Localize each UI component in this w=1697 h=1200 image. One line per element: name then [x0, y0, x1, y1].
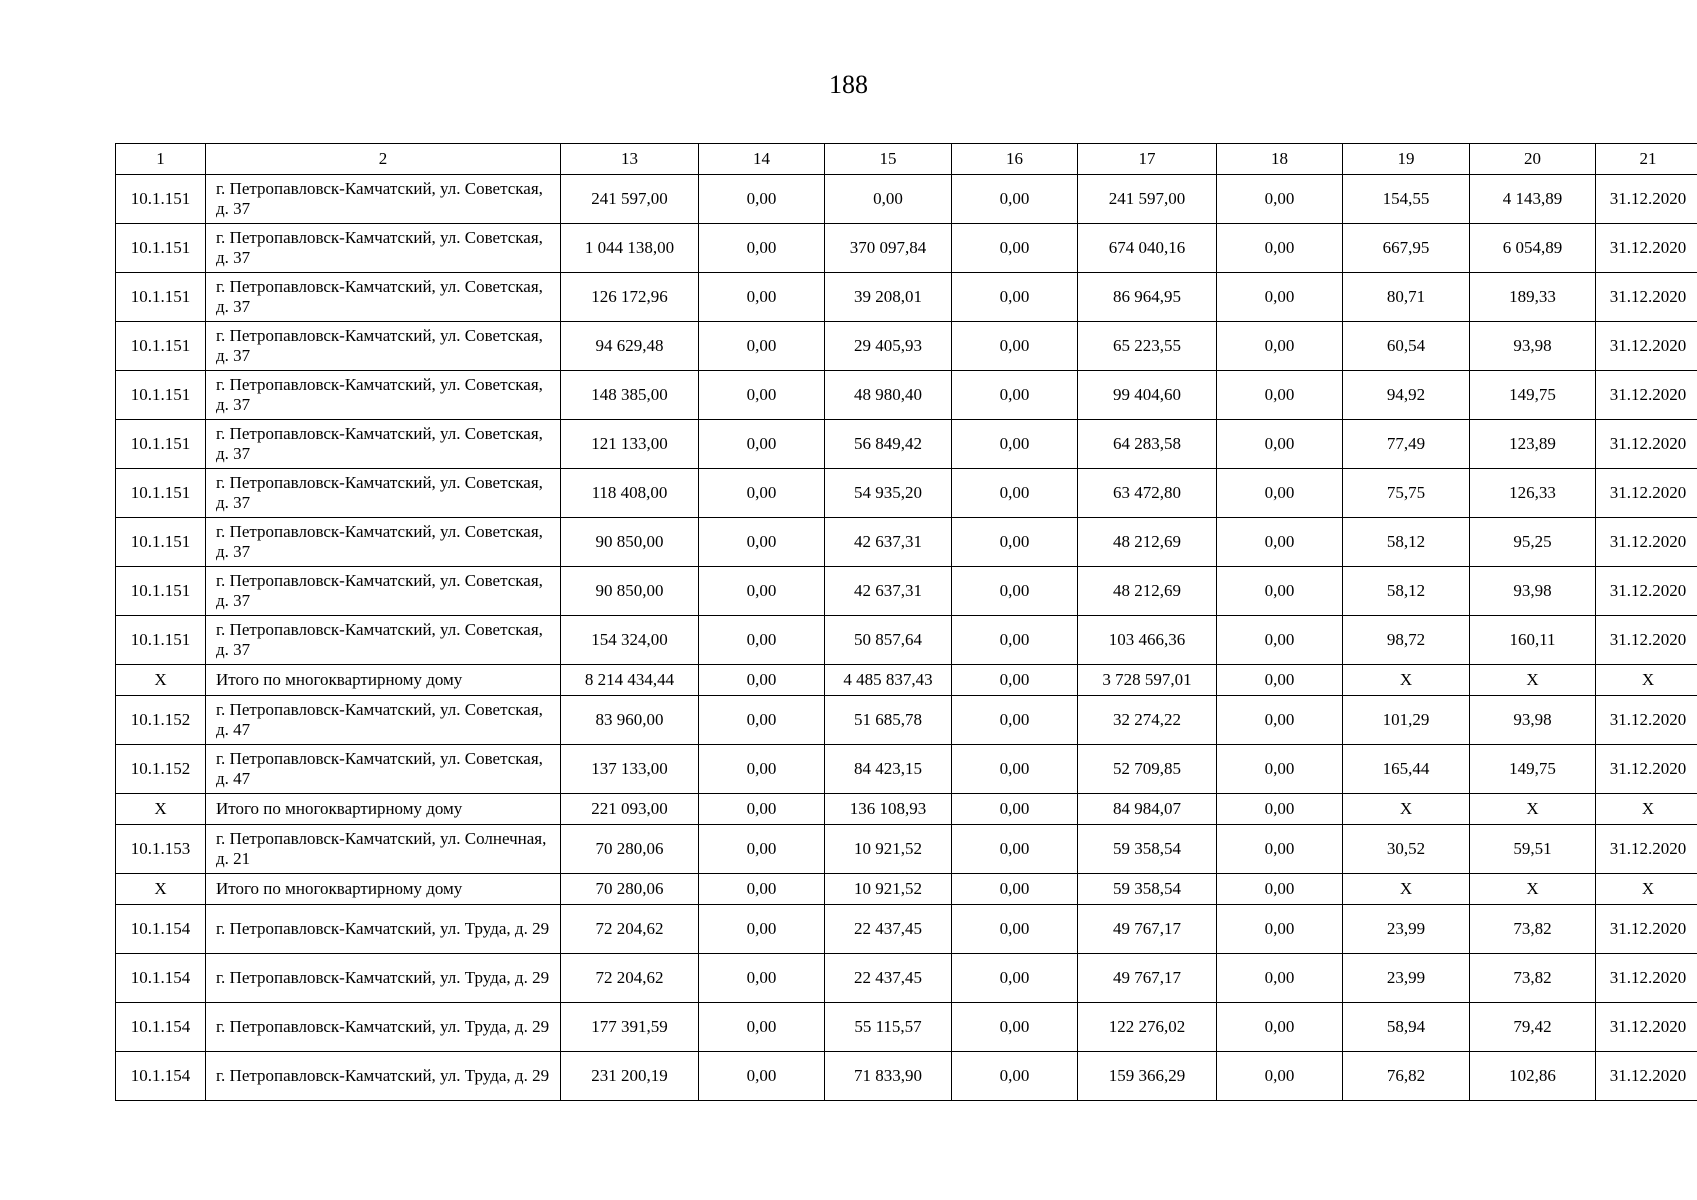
table-cell: 0,00: [952, 696, 1078, 745]
table-cell: 0,00: [952, 567, 1078, 616]
table-cell: 0,00: [1217, 371, 1343, 420]
table-cell: 10.1.151: [116, 175, 206, 224]
table-cell: 159 366,29: [1078, 1052, 1217, 1101]
table-cell: 49 767,17: [1078, 905, 1217, 954]
table-cell: 0,00: [1217, 1052, 1343, 1101]
table-cell: 29 405,93: [825, 322, 952, 371]
table-cell: 10.1.151: [116, 469, 206, 518]
table-cell: 76,82: [1343, 1052, 1470, 1101]
table-cell: 10.1.151: [116, 518, 206, 567]
table-cell: 10.1.152: [116, 745, 206, 794]
column-number-header: 18: [1217, 144, 1343, 175]
table-cell: 95,25: [1470, 518, 1596, 567]
address-cell: г. Петропавловск-Камчатский, ул. Труда, д. 29: [206, 1052, 561, 1101]
table-cell: 30,52: [1343, 825, 1470, 874]
table-cell: 42 637,31: [825, 518, 952, 567]
total-label-cell: Итого по многоквартирному дому: [206, 874, 561, 905]
table-cell: 0,00: [952, 954, 1078, 1003]
table-row: [116, 518, 1697, 567]
table-row: [116, 420, 1697, 469]
table-row: [116, 273, 1697, 322]
table-cell: 71 833,90: [825, 1052, 952, 1101]
table-cell: 0,00: [1217, 954, 1343, 1003]
table-cell: 70 280,06: [561, 874, 699, 905]
table-cell: 10.1.152: [116, 696, 206, 745]
table-cell: 4 485 837,43: [825, 665, 952, 696]
table-cell: X: [1596, 874, 1697, 905]
table-cell: X: [1470, 794, 1596, 825]
address-cell: г. Петропавловск-Камчатский, ул. Советская, д. 37: [206, 518, 561, 567]
table-cell: X: [1343, 665, 1470, 696]
table-cell: 31.12.2020: [1596, 905, 1697, 954]
table-row: [116, 954, 1697, 1003]
table-cell: 0,00: [952, 371, 1078, 420]
table-cell: 49 767,17: [1078, 954, 1217, 1003]
table-cell: 75,75: [1343, 469, 1470, 518]
table-cell: X: [1596, 794, 1697, 825]
table-cell: 32 274,22: [1078, 696, 1217, 745]
table-cell: 102,86: [1470, 1052, 1596, 1101]
address-cell: г. Петропавловск-Камчатский, ул. Советская, д. 37: [206, 616, 561, 665]
table-cell: 10 921,52: [825, 874, 952, 905]
table-cell: 58,12: [1343, 518, 1470, 567]
table-cell: 10.1.154: [116, 905, 206, 954]
table-cell: 189,33: [1470, 273, 1596, 322]
table-row: [116, 616, 1697, 665]
table-cell: 121 133,00: [561, 420, 699, 469]
table-cell: 22 437,45: [825, 905, 952, 954]
table-row: [116, 322, 1697, 371]
table-row: [116, 696, 1697, 745]
table-cell: 0,00: [952, 1052, 1078, 1101]
table-cell: 6 054,89: [1470, 224, 1596, 273]
table-cell: 86 964,95: [1078, 273, 1217, 322]
table-cell: 31.12.2020: [1596, 616, 1697, 665]
table-cell: 58,12: [1343, 567, 1470, 616]
table-cell: 0,00: [1217, 224, 1343, 273]
table-cell: X: [1470, 874, 1596, 905]
column-number-header: 13: [561, 144, 699, 175]
table-cell: 0,00: [1217, 616, 1343, 665]
table-cell: 177 391,59: [561, 1003, 699, 1052]
table-cell: 136 108,93: [825, 794, 952, 825]
address-cell: г. Петропавловск-Камчатский, ул. Труда, д. 29: [206, 954, 561, 1003]
table-cell: 148 385,00: [561, 371, 699, 420]
table-cell: 123,89: [1470, 420, 1596, 469]
table-row: [116, 371, 1697, 420]
table-cell: 0,00: [1217, 825, 1343, 874]
table-cell: 42 637,31: [825, 567, 952, 616]
table-cell: 0,00: [699, 825, 825, 874]
table-cell: 31.12.2020: [1596, 1052, 1697, 1101]
table-cell: 31.12.2020: [1596, 371, 1697, 420]
table-cell: 0,00: [952, 745, 1078, 794]
table-cell: 0,00: [952, 616, 1078, 665]
table-cell: 0,00: [699, 954, 825, 1003]
table-cell: 10 921,52: [825, 825, 952, 874]
table-cell: 73,82: [1470, 954, 1596, 1003]
table-cell: 0,00: [952, 469, 1078, 518]
table-cell: 93,98: [1470, 322, 1596, 371]
table-cell: 10.1.151: [116, 420, 206, 469]
table-cell: 55 115,57: [825, 1003, 952, 1052]
table-cell: 31.12.2020: [1596, 273, 1697, 322]
table-row: [116, 469, 1697, 518]
table-row: [116, 745, 1697, 794]
table-cell: 10.1.154: [116, 1003, 206, 1052]
table-cell: 0,00: [699, 794, 825, 825]
address-cell: г. Петропавловск-Камчатский, ул. Советская, д. 37: [206, 273, 561, 322]
table-cell: 50 857,64: [825, 616, 952, 665]
table-cell: 0,00: [699, 371, 825, 420]
address-cell: г. Петропавловск-Камчатский, ул. Советская, д. 37: [206, 420, 561, 469]
table-cell: 1 044 138,00: [561, 224, 699, 273]
table-cell: 0,00: [1217, 745, 1343, 794]
address-cell: г. Петропавловск-Камчатский, ул. Советская, д. 37: [206, 224, 561, 273]
table-cell: 0,00: [1217, 175, 1343, 224]
table-cell: 54 935,20: [825, 469, 952, 518]
table-cell: 0,00: [1217, 665, 1343, 696]
table-cell: 23,99: [1343, 905, 1470, 954]
column-number-row: [116, 144, 1697, 175]
table-cell: 72 204,62: [561, 905, 699, 954]
table-cell: 0,00: [699, 273, 825, 322]
table-cell: 31.12.2020: [1596, 567, 1697, 616]
table-cell: 126,33: [1470, 469, 1596, 518]
table-cell: 0,00: [952, 175, 1078, 224]
table-cell: 64 283,58: [1078, 420, 1217, 469]
table-cell: 10.1.151: [116, 371, 206, 420]
table-cell: 39 208,01: [825, 273, 952, 322]
table-cell: X: [116, 794, 206, 825]
table-row: [116, 1052, 1697, 1101]
table-cell: 370 097,84: [825, 224, 952, 273]
table-cell: X: [116, 874, 206, 905]
total-row: [116, 794, 1697, 825]
table-cell: 0,00: [699, 665, 825, 696]
table-cell: 154 324,00: [561, 616, 699, 665]
table-cell: 0,00: [699, 518, 825, 567]
table-cell: 84 423,15: [825, 745, 952, 794]
column-number-header: 21: [1596, 144, 1697, 175]
table-cell: 667,95: [1343, 224, 1470, 273]
table-cell: 0,00: [825, 175, 952, 224]
table-cell: 73,82: [1470, 905, 1596, 954]
table-cell: 31.12.2020: [1596, 420, 1697, 469]
table-cell: 0,00: [952, 1003, 1078, 1052]
table-cell: 674 040,16: [1078, 224, 1217, 273]
column-number-header: 2: [206, 144, 561, 175]
column-number-header: 16: [952, 144, 1078, 175]
table-cell: 0,00: [699, 420, 825, 469]
table-cell: 0,00: [699, 905, 825, 954]
address-cell: г. Петропавловск-Камчатский, ул. Советская, д. 47: [206, 696, 561, 745]
address-cell: г. Петропавловск-Камчатский, ул. Советская, д. 37: [206, 175, 561, 224]
table-cell: 0,00: [952, 224, 1078, 273]
column-number-header: 17: [1078, 144, 1217, 175]
table-cell: 4 143,89: [1470, 175, 1596, 224]
table-cell: 79,42: [1470, 1003, 1596, 1052]
table-cell: 10.1.151: [116, 567, 206, 616]
table-cell: 0,00: [1217, 273, 1343, 322]
table-cell: 101,29: [1343, 696, 1470, 745]
table-cell: 22 437,45: [825, 954, 952, 1003]
table-cell: 0,00: [1217, 696, 1343, 745]
table-cell: X: [1596, 665, 1697, 696]
table-cell: 31.12.2020: [1596, 954, 1697, 1003]
table-cell: 0,00: [952, 794, 1078, 825]
table-cell: 65 223,55: [1078, 322, 1217, 371]
table-cell: 10.1.154: [116, 954, 206, 1003]
table-cell: 94,92: [1343, 371, 1470, 420]
table-cell: 0,00: [952, 825, 1078, 874]
column-number-header: 20: [1470, 144, 1596, 175]
table-cell: 0,00: [1217, 469, 1343, 518]
table-row: [116, 567, 1697, 616]
column-number-header: 1: [116, 144, 206, 175]
table-cell: 0,00: [699, 567, 825, 616]
table-cell: 31.12.2020: [1596, 825, 1697, 874]
table-cell: 241 597,00: [1078, 175, 1217, 224]
table-cell: 77,49: [1343, 420, 1470, 469]
table-cell: 241 597,00: [561, 175, 699, 224]
table-cell: 154,55: [1343, 175, 1470, 224]
table-cell: 0,00: [1217, 420, 1343, 469]
page-number: 188: [829, 70, 868, 99]
table-cell: 31.12.2020: [1596, 745, 1697, 794]
table-cell: 10.1.151: [116, 273, 206, 322]
address-cell: г. Петропавловск-Камчатский, ул. Советская, д. 47: [206, 745, 561, 794]
table-row: [116, 825, 1697, 874]
table-cell: 126 172,96: [561, 273, 699, 322]
table-cell: 221 093,00: [561, 794, 699, 825]
table-cell: 10.1.151: [116, 616, 206, 665]
table-cell: 0,00: [952, 518, 1078, 567]
table-cell: X: [116, 665, 206, 696]
table-cell: 0,00: [952, 905, 1078, 954]
table-cell: 58,94: [1343, 1003, 1470, 1052]
table-cell: 0,00: [699, 224, 825, 273]
table-cell: 90 850,00: [561, 518, 699, 567]
table-cell: 60,54: [1343, 322, 1470, 371]
table-cell: 0,00: [1217, 905, 1343, 954]
table-cell: 149,75: [1470, 745, 1596, 794]
table-row: [116, 175, 1697, 224]
table-cell: 48 980,40: [825, 371, 952, 420]
table-cell: 0,00: [699, 1003, 825, 1052]
table-cell: 31.12.2020: [1596, 175, 1697, 224]
address-cell: г. Петропавловск-Камчатский, ул. Солнечная, д. 21: [206, 825, 561, 874]
table-cell: 122 276,02: [1078, 1003, 1217, 1052]
table-cell: 137 133,00: [561, 745, 699, 794]
table-cell: 0,00: [952, 665, 1078, 696]
total-label-cell: Итого по многоквартирному дому: [206, 794, 561, 825]
table-cell: 51 685,78: [825, 696, 952, 745]
table-row: [116, 1003, 1697, 1052]
table-cell: 0,00: [952, 273, 1078, 322]
table-cell: 0,00: [699, 745, 825, 794]
table-cell: 0,00: [699, 874, 825, 905]
table-cell: 10.1.151: [116, 224, 206, 273]
address-cell: г. Петропавловск-Камчатский, ул. Советская, д. 37: [206, 567, 561, 616]
table-cell: 103 466,36: [1078, 616, 1217, 665]
data-table: [115, 143, 1697, 1101]
table-cell: 52 709,85: [1078, 745, 1217, 794]
table-row: [116, 905, 1697, 954]
table-cell: 48 212,69: [1078, 567, 1217, 616]
table-cell: 90 850,00: [561, 567, 699, 616]
table-cell: 0,00: [699, 616, 825, 665]
table-cell: 0,00: [1217, 794, 1343, 825]
address-cell: г. Петропавловск-Камчатский, ул. Советская, д. 37: [206, 371, 561, 420]
table-cell: 0,00: [952, 874, 1078, 905]
table-cell: 23,99: [1343, 954, 1470, 1003]
table-cell: 72 204,62: [561, 954, 699, 1003]
table-cell: 118 408,00: [561, 469, 699, 518]
table-cell: 0,00: [952, 420, 1078, 469]
table-cell: 93,98: [1470, 567, 1596, 616]
table-cell: 149,75: [1470, 371, 1596, 420]
table-cell: 48 212,69: [1078, 518, 1217, 567]
table-cell: 10.1.154: [116, 1052, 206, 1101]
table-cell: 31.12.2020: [1596, 469, 1697, 518]
table-cell: 80,71: [1343, 273, 1470, 322]
total-label-cell: Итого по многоквартирному дому: [206, 665, 561, 696]
address-cell: г. Петропавловск-Камчатский, ул. Труда, д. 29: [206, 905, 561, 954]
table-cell: 59 358,54: [1078, 825, 1217, 874]
table-cell: 0,00: [699, 469, 825, 518]
table-cell: 59 358,54: [1078, 874, 1217, 905]
table-cell: 0,00: [699, 1052, 825, 1101]
table-cell: 10.1.151: [116, 322, 206, 371]
column-number-header: 19: [1343, 144, 1470, 175]
table-cell: 93,98: [1470, 696, 1596, 745]
table-cell: 0,00: [1217, 874, 1343, 905]
table-cell: 99 404,60: [1078, 371, 1217, 420]
table-cell: 0,00: [1217, 567, 1343, 616]
table-cell: 31.12.2020: [1596, 322, 1697, 371]
table-cell: X: [1343, 874, 1470, 905]
table-cell: 94 629,48: [561, 322, 699, 371]
address-cell: г. Петропавловск-Камчатский, ул. Труда, д. 29: [206, 1003, 561, 1052]
total-row: [116, 874, 1697, 905]
table-cell: 0,00: [1217, 322, 1343, 371]
table-cell: 31.12.2020: [1596, 1003, 1697, 1052]
table-cell: 0,00: [699, 696, 825, 745]
table-cell: 84 984,07: [1078, 794, 1217, 825]
table-cell: 70 280,06: [561, 825, 699, 874]
total-row: [116, 665, 1697, 696]
table-cell: X: [1343, 794, 1470, 825]
table-cell: 0,00: [699, 175, 825, 224]
table-cell: 0,00: [952, 322, 1078, 371]
table-cell: 31.12.2020: [1596, 518, 1697, 567]
table-cell: 59,51: [1470, 825, 1596, 874]
table-cell: X: [1470, 665, 1596, 696]
table-cell: 0,00: [699, 322, 825, 371]
address-cell: г. Петропавловск-Камчатский, ул. Советская, д. 37: [206, 469, 561, 518]
column-number-header: 14: [699, 144, 825, 175]
table-body: [116, 175, 1697, 1101]
table-cell: 31.12.2020: [1596, 224, 1697, 273]
column-number-header: 15: [825, 144, 952, 175]
table-cell: 0,00: [1217, 1003, 1343, 1052]
table-cell: 231 200,19: [561, 1052, 699, 1101]
table-cell: 31.12.2020: [1596, 696, 1697, 745]
address-cell: г. Петропавловск-Камчатский, ул. Советская, д. 37: [206, 322, 561, 371]
table-cell: 160,11: [1470, 616, 1596, 665]
table-cell: 8 214 434,44: [561, 665, 699, 696]
table-row: [116, 224, 1697, 273]
table-cell: 63 472,80: [1078, 469, 1217, 518]
table-cell: 10.1.153: [116, 825, 206, 874]
table-cell: 83 960,00: [561, 696, 699, 745]
table-cell: 56 849,42: [825, 420, 952, 469]
table-cell: 165,44: [1343, 745, 1470, 794]
table-cell: 0,00: [1217, 518, 1343, 567]
table-cell: 98,72: [1343, 616, 1470, 665]
table-cell: 3 728 597,01: [1078, 665, 1217, 696]
